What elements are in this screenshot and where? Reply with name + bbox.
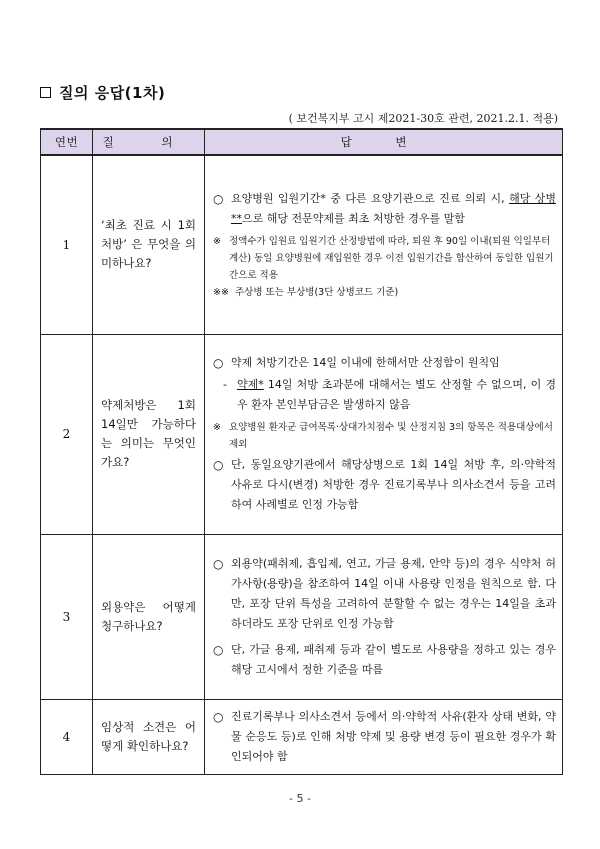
answer-cell [205,334,563,534]
answer-item: ○ 외용약(패취제, 흡입제, 연고, 가글 용제, 안약 등)의 경우 식약처 허가사항(용량)을 참조하여 14일 이내 사용량 인정을 원칙으로 함. 다만, 포장 단위 특성을 고려하여 분할할 수 없는 경우는 14일을 초과하더라도 포장 단위로 인정 가능함 [213,554,556,634]
reference-mark-icon: ※※ [213,286,229,298]
answer-item: ○ 요양병원 입원기간* 중 다른 요양기관으로 진료 의뢰 시, 해당 상병**으로 해당 전문약제를 최초 처방한 경우를 말함 [213,189,556,229]
answer-item: ○ 단, 동일요양기관에서 해당상병으로 1회 14일 처방 후, 의·약학적 사유로 다시(변경) 처방한 경우 진료기록부나 의사소견서 등을 고려하여 사례별로 인정 가능함 [213,455,556,515]
checkbox-square-icon [40,87,51,98]
table-row [41,534,563,699]
answer-cell [205,155,563,334]
circle-bullet-icon: ○ [213,356,224,370]
question-cell: 약제처방은 1회 14일만 가능하다는 의미는 무엇인가요? [93,334,205,534]
notice-reference: ( 보건복지부 고시 제2021-30호 관련, 2021.2.1. 적용) [288,112,558,125]
answer-item: ○ 약제 처방기간은 14일 이내에 한해서만 산정함이 원칙임 [213,353,556,373]
question-cell: ‘최초 진료 시 1회 처방’ 은 무엇을 의미하나요? [93,155,205,334]
table-header-row [41,129,563,155]
page-number: - 5 - [289,792,311,805]
row-number: 2 [41,334,93,534]
footnote: ※ 정액수가 입원료 입원기간 산정방법에 따라, 퇴원 후 90일 이내(퇴원 익일부터 계산) 동일 요양병원에 재입원한 경우 이전 입원기간을 합산하여 동일한 입원기간으로 적용 [213,233,556,284]
header-answer: 답 변 [205,129,563,155]
question-cell: 임상적 소견은 어떻게 확인하나요? [93,699,205,774]
row-number: 3 [41,534,93,699]
circle-bullet-icon: ○ [213,458,224,472]
row-number: 1 [41,155,93,334]
answer-cell [205,699,563,774]
table-row [41,334,563,534]
page-title: 질의 응답(1차) [40,82,165,103]
qa-table [40,128,563,775]
answer-item: ○ 진료기록부나 의사소견서 등에서 의·약학적 사유(환자 상태 변화, 약물 순응도 등)로 인해 처방 약제 및 용량 변경 등이 필요한 경우가 확인되어야 함 [213,707,556,767]
answer-item: ○ 단, 가글 용제, 패취제 등과 같이 별도로 사용량을 정하고 있는 경우 해당 고시에서 정한 기준을 따름 [213,640,556,680]
circle-bullet-icon: ○ [213,709,224,724]
footnote: ※ 요양병원 환자군 급여목록·상대가치점수 및 산정지침 3의 항목은 적용대상에서 제외 [213,419,556,453]
answer-cell [205,534,563,699]
reference-mark-icon: ※ [213,235,221,247]
table-row [41,699,563,774]
table-row [41,155,563,334]
header-no: 연번 [41,129,93,155]
answer-subitem: - 약제* 14일 처방 초과분에 대해서는 별도 산정할 수 없으며, 이 경우 환자 본인부담금은 발생하지 않음 [223,378,556,411]
row-number: 4 [41,699,93,774]
reference-mark-icon: ※ [213,422,221,433]
question-cell: 외용약은 어떻게 청구하나요? [93,534,205,699]
footnote: ※※ 주상병 또는 부상병(3단 상병코드 기준) [213,284,556,301]
circle-bullet-icon: ○ [213,191,224,206]
circle-bullet-icon: ○ [213,642,224,657]
header-question: 질 의 [93,129,205,155]
circle-bullet-icon: ○ [213,556,224,571]
